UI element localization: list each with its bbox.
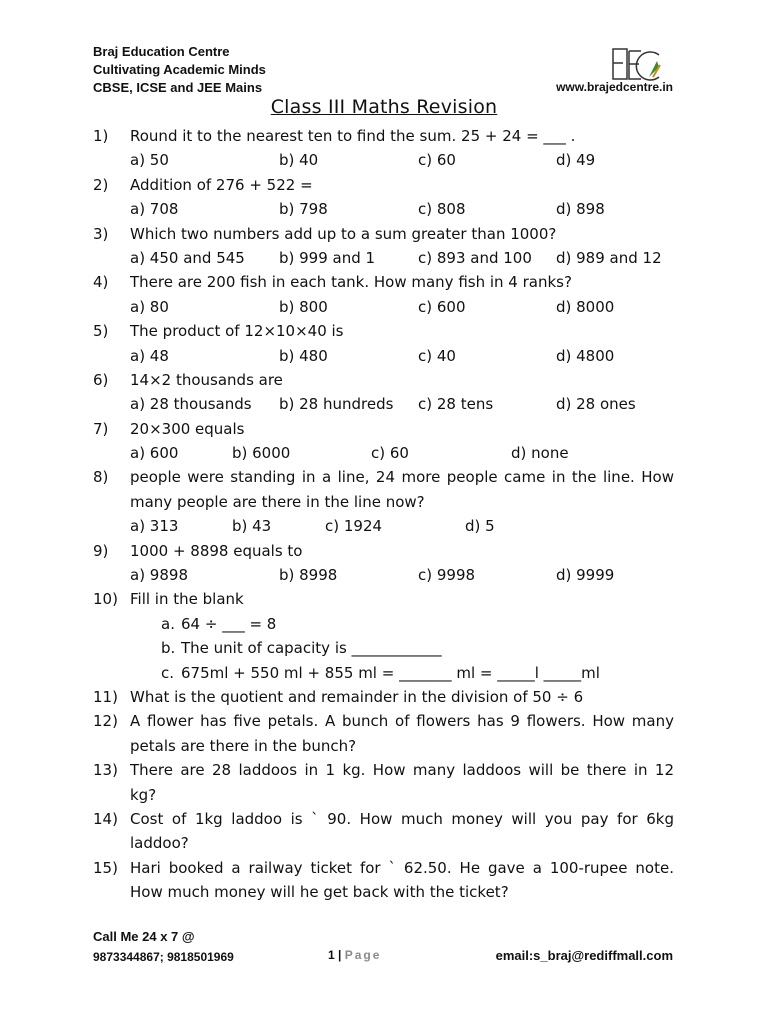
question-13-cont [93,783,674,807]
option-b: b) 6000 [232,444,291,463]
option-d: d) 989 and 12 [556,248,662,267]
question-9 [93,539,674,563]
question-text: petals are there in the bunch? [130,736,357,755]
option-a: a) 600 [130,444,179,463]
question-text: people were standing in a line, 24 more people came in the line. How [130,468,674,487]
option-d: d) 5 [465,517,495,536]
option-b: b) 999 and 1 [279,248,376,267]
question-4-options [93,295,674,319]
question-1 [93,124,674,148]
option-d: d) 9999 [556,566,615,585]
question-number: 9) [93,541,109,560]
page-footer [93,928,673,968]
question-text: Addition of 276 + 522 = [130,175,313,194]
sub-question-b [93,636,674,660]
org-name: Braj Education Centre [93,44,230,59]
option-d: d) 898 [556,200,605,219]
question-1-options [93,148,674,172]
sub-letter: a. [161,614,175,633]
question-7-options [93,441,674,465]
option-b: b) 28 hundreds [279,395,394,414]
question-12 [93,709,674,733]
option-a: a) 313 [130,517,179,536]
question-text: 14×2 thousands are [130,370,283,389]
option-a: a) 9898 [130,566,188,585]
bec-logo-icon [611,47,663,83]
sub-text: 675ml + 550 ml + 855 ml = _______ ml = _____l _____ml [181,663,600,682]
option-d: d) 4800 [556,346,615,365]
option-d: d) 28 ones [556,395,636,414]
page-label: Page [344,948,382,962]
question-13 [93,758,674,782]
page-header [93,43,673,99]
question-number: 12) [93,712,118,731]
question-number: 10) [93,590,118,609]
question-text: There are 28 laddoos in 1 kg. How many laddoos will be there in 12 [130,761,674,780]
sub-letter: c. [161,663,175,682]
question-14-cont [93,831,674,855]
option-a: a) 450 and 545 [130,248,245,267]
question-number: 13) [93,761,118,780]
option-b: b) 8998 [279,566,338,585]
question-number: 15) [93,858,118,877]
sub-letter: b. [161,639,176,658]
sub-text: 64 ÷ ___ = 8 [181,614,277,633]
question-number: 14) [93,809,118,828]
question-8-options [93,514,674,538]
question-11 [93,685,674,709]
question-number: 11) [93,687,118,706]
option-c: c) 600 [418,297,466,316]
question-text: Which two numbers add up to a sum greater than 1000? [130,224,557,243]
option-c: c) 60 [371,444,409,463]
question-text: many people are there in the line now? [130,492,425,511]
question-text: How much money will he get back with the ticket? [130,883,509,902]
question-text: laddoo? [130,834,189,853]
question-text: A flower has five petals. A bunch of flowers has 9 flowers. How many [130,712,674,731]
question-14 [93,807,674,831]
footer-email[interactable]: email:s_braj@rediffmall.com [495,948,673,963]
question-number: 1) [93,127,109,145]
question-6 [93,368,674,392]
option-d: d) none [511,444,569,463]
option-b: b) 798 [279,200,328,219]
question-number: 8) [93,468,109,487]
option-c: c) 28 tens [418,395,494,414]
question-6-options [93,392,674,416]
org-boards: CBSE, ICSE and JEE Mains [93,80,263,95]
question-8 [93,465,674,489]
option-c: c) 60 [418,151,456,170]
question-10 [93,587,674,611]
question-number: 2) [93,175,109,194]
option-c: c) 893 and 100 [418,248,532,267]
question-15-cont [93,880,674,904]
question-5-options [93,344,674,368]
org-tagline: Cultivating Academic Minds [93,62,266,77]
option-a: a) 50 [130,151,169,170]
option-d: d) 49 [556,151,596,170]
question-8-cont [93,490,674,514]
option-a: a) 80 [130,297,169,316]
footer-phones: 9873344867; 9818501969 [93,950,234,964]
option-d: d) 8000 [556,297,615,316]
sub-text: The unit of capacity is ____________ [181,639,442,658]
sub-question-c [93,661,674,685]
page-number-value: 1 [328,948,335,962]
question-text: Round it to the nearest ten to find the sum. 25 + 24 = ___ . [130,127,576,145]
option-a: a) 708 [130,200,179,219]
question-2-options [93,197,674,221]
question-number: 6) [93,370,109,389]
question-text: Cost of 1kg laddoo is ` 90. How much money will you pay for 6kg [130,809,674,828]
question-12-cont [93,734,674,758]
page-number [328,948,381,962]
website-link[interactable]: www.brajedcentre.in [556,80,673,94]
question-text: There are 200 fish in each tank. How many fish in 4 ranks? [130,273,572,292]
footer-call: Call Me 24 x 7 @ [93,929,195,944]
option-b: b) 43 [232,517,272,536]
page-separator: | [338,948,342,962]
question-text: 1000 + 8898 equals to [130,541,303,560]
question-list [93,124,674,905]
question-number: 5) [93,322,109,341]
question-7 [93,417,674,441]
question-number: 3) [93,224,109,243]
question-2 [93,173,674,197]
option-c: c) 9998 [418,566,476,585]
option-c: c) 808 [418,200,466,219]
question-text: 20×300 equals [130,419,245,438]
page-title: Class III Maths Revision [270,96,498,118]
question-number: 4) [93,273,109,292]
question-number: 7) [93,419,109,438]
option-b: b) 40 [279,151,319,170]
question-text: What is the quotient and remainder in the division of 50 ÷ 6 [130,687,584,706]
question-text: kg? [130,785,157,804]
option-a: a) 28 thousands [130,395,252,414]
question-text: The product of 12×10×40 is [130,322,344,341]
option-b: b) 800 [279,297,328,316]
question-4 [93,270,674,294]
option-c: c) 40 [418,346,456,365]
question-15 [93,856,674,880]
question-9-options [93,563,674,587]
question-5 [93,319,674,343]
question-3 [93,222,674,246]
option-a: a) 48 [130,346,169,365]
question-text: Hari booked a railway ticket for ` 62.50. He gave a 100-rupee note. [130,858,674,877]
question-text: Fill in the blank [130,590,244,609]
option-c: c) 1924 [325,517,383,536]
option-b: b) 480 [279,346,328,365]
sub-question-a [93,612,674,636]
question-3-options [93,246,674,270]
